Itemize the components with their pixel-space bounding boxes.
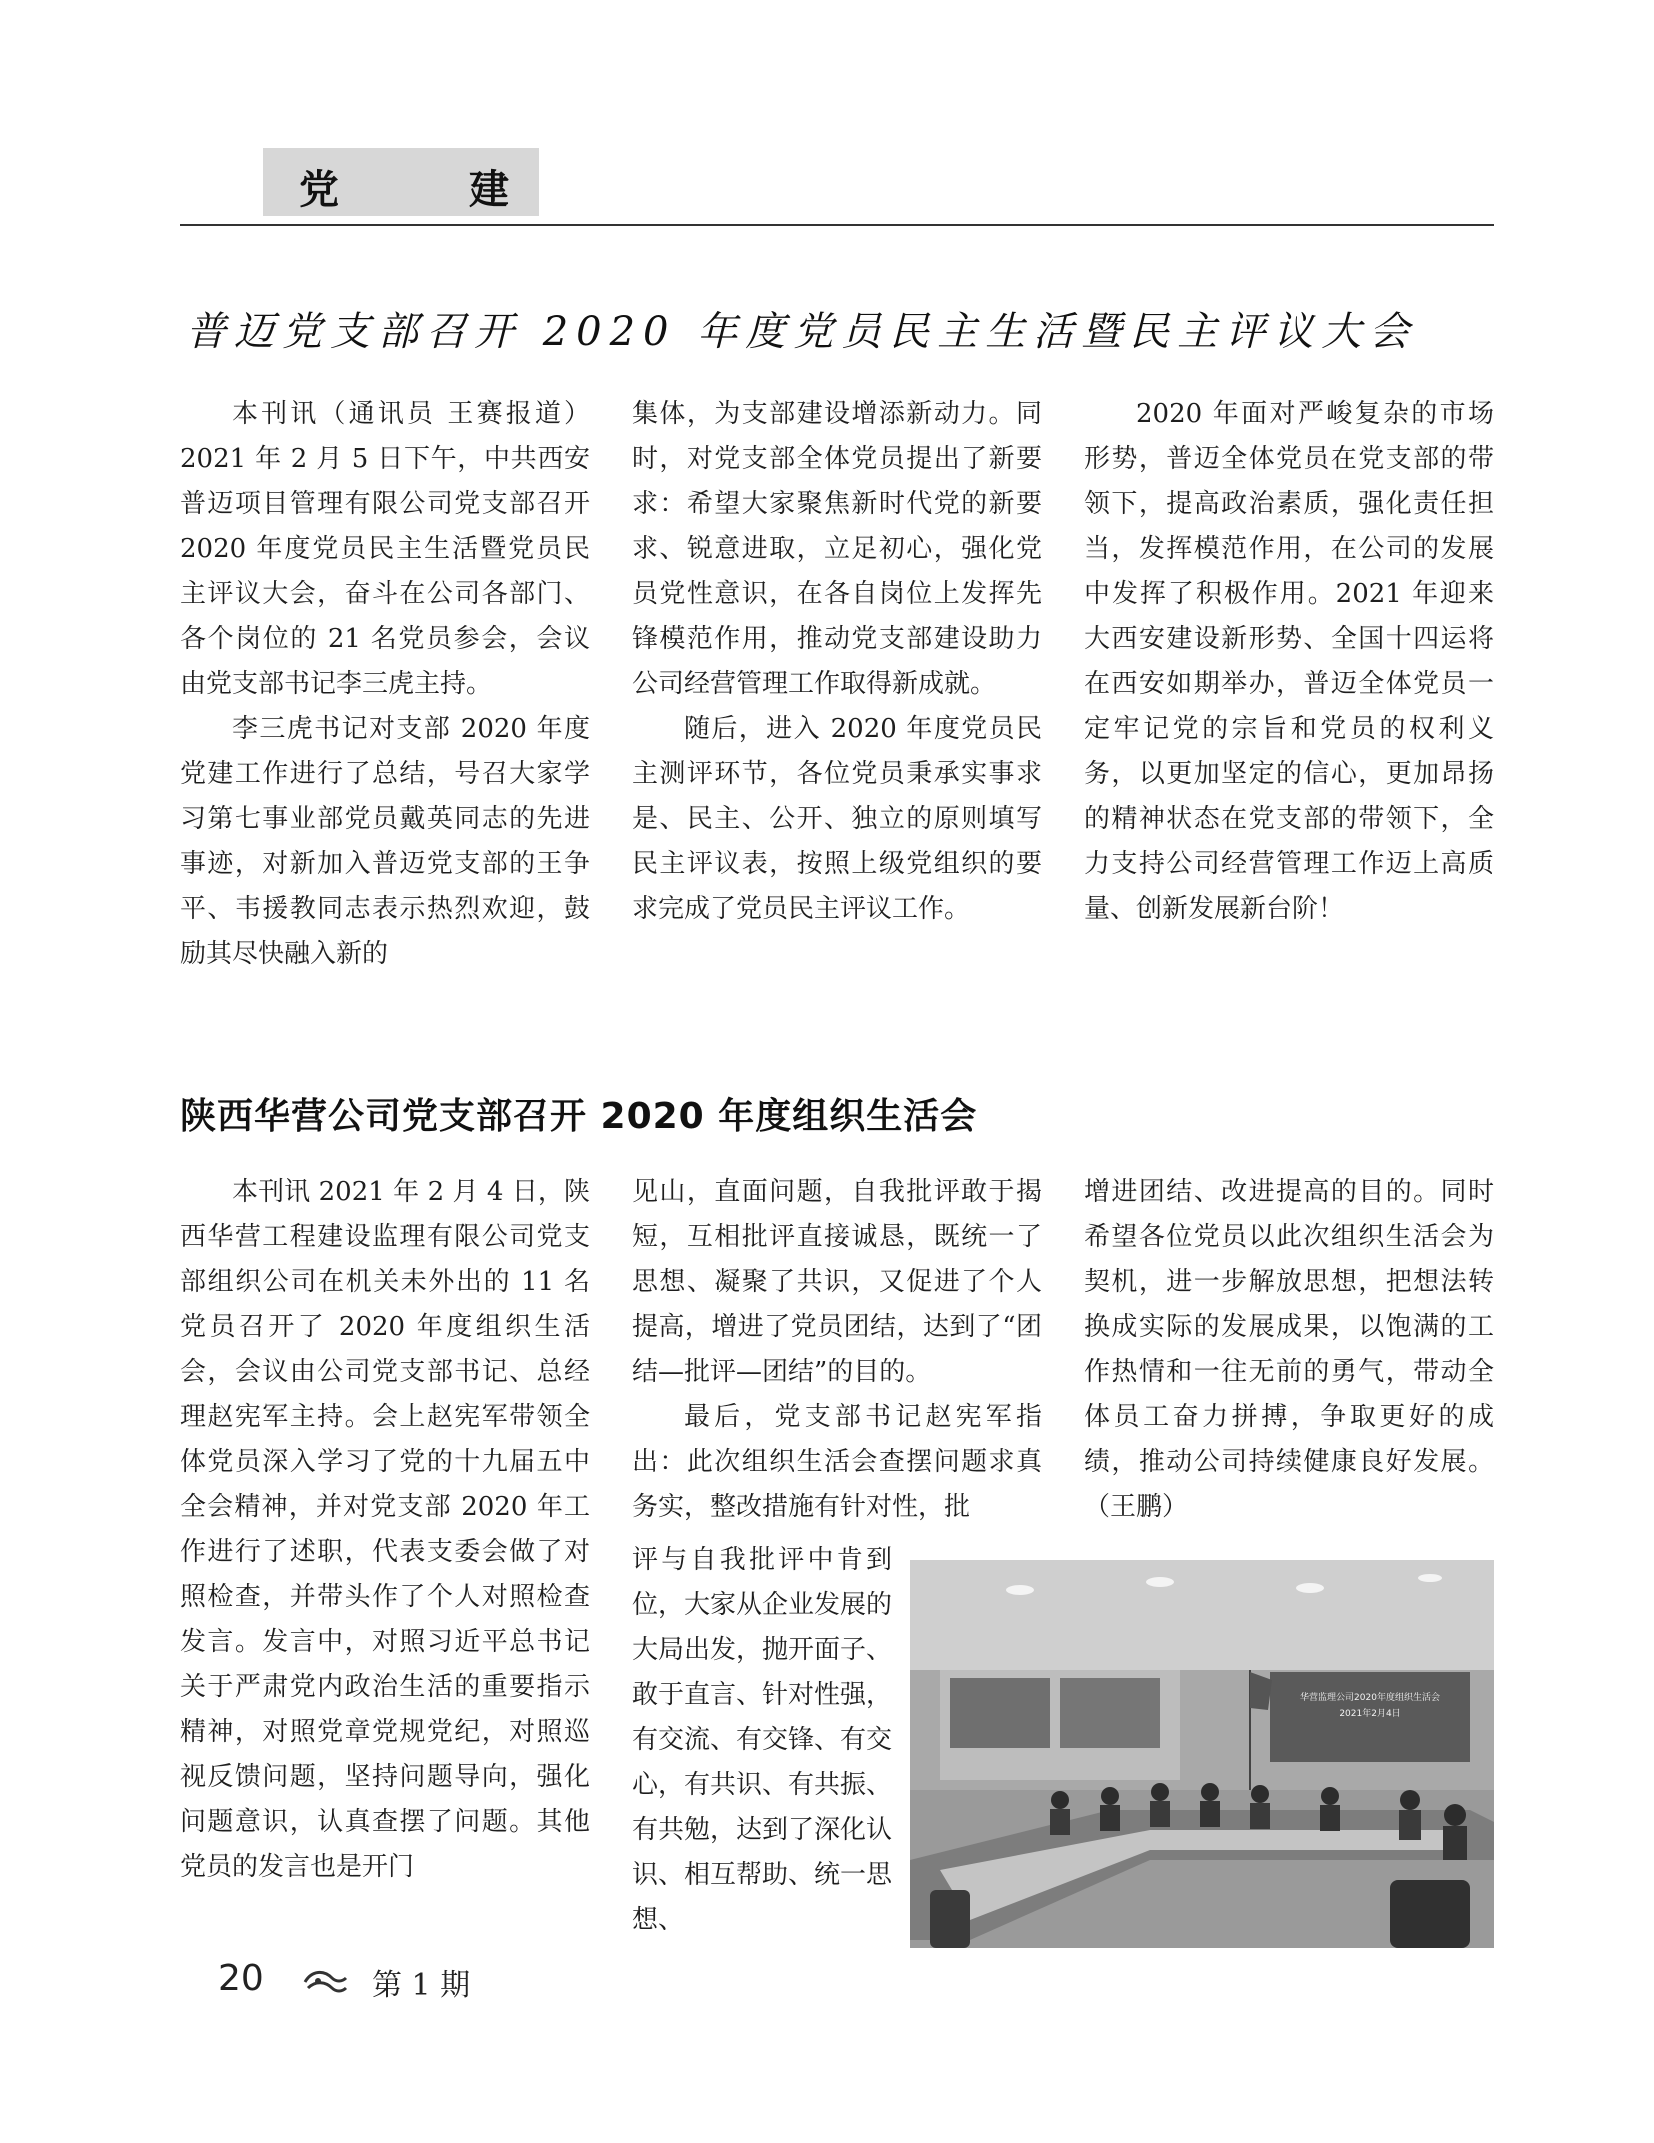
section-tab: [263, 148, 539, 216]
screen-date: 2021年2月4日: [1339, 1709, 1401, 1719]
article-2-paragraph: 本刊讯 2021 年 2 月 4 日，陕西华营工程建设监理有限公司党支部组织公司在机关未外出的 11 名党员召开了 2020 年度组织生活会，会议由公司党支部书记、总经理赵宪军主持。会上赵宪军带领全体党员深入学习了党的十九届五中全会精神，并对党支部 2020 年工作进行了述职，代表支委会做了对照检查，并带头作了个人对照检查发言。发言中，对照习近平总书记关于严肃党内政治生活的重要指示精神，对照党章党规党纪，对照巡视反馈问题，坚持问题导向，强化问题意识，认真查摆了问题。其他党员的发言也是开门: [180, 1177, 590, 1882]
article-2-paragraph: 增进团结、改进提高的目的。同时希望各位党员以此次组织生活会为契机，进一步解放思想，把想法转换成实际的发展成果，以饱满的工作热情和一往无前的勇气，带动全体员工奋力拼搏，争取更好的成绩，推动公司持续健康良好发展。（王鹏）: [1084, 1177, 1494, 1522]
article-1-paragraph: 随后，进入 2020 年度党员民主测评环节，各位党员秉承实事求是、民主、公开、独立的原则填写民主评议表，按照上级党组织的要求完成了党员民主评议工作。: [632, 714, 1042, 924]
issue-label: 第 1 期: [372, 1968, 471, 2003]
article-1-column-3: [1084, 392, 1494, 932]
article-2-paragraph: 评与自我批评中肯到位，大家从企业发展的大局出发，抛开面子、敢于直言、针对性强，有交流、有交锋、有交心，有共识、有共振、有共勉，达到了深化认识、相互帮助、统一思想、: [632, 1545, 893, 1935]
header-divider: [180, 224, 1494, 226]
article-1-title: 普迈党支部召开 2020 年度党员民主生活暨民主评议大会: [186, 309, 1418, 355]
article-2-column-2: [632, 1170, 1042, 1530]
article-2-column-1: [180, 1170, 590, 1890]
article-1-paragraph: 集体，为支部建设增添新动力。同时，对党支部全体党员提出了新要求：希望大家聚焦新时代党的新要求、锐意进取，立足初心，强化党员党性意识，在各自岗位上发挥先锋模范作用，推动党支部建设助力公司经营管理工作取得新成就。: [632, 399, 1042, 699]
article-1-column-1: [180, 392, 590, 977]
section-tab-char-2: 建: [469, 167, 509, 213]
article-1-paragraph: 李三虎书记对支部 2020 年度党建工作进行了总结，号召大家学习第七事业部党员戴英同志的先进事迹，对新加入普迈党支部的王争平、韦援教同志表示热烈欢迎，鼓励其尽快融入新的: [180, 714, 590, 969]
article-1-paragraph: 本刊讯（通讯员 王赛报道）2021 年 2 月 5 日下午，中共西安普迈项目管理有限公司党支部召开 2020 年度党员民主生活暨党员民主评议大会，奋斗在公司各部门、各个岗位的 21 名党员参会，会议由党支部书记李三虎主持。: [180, 399, 590, 699]
article-2-column-3: [1084, 1170, 1494, 1530]
article-2-title: 陕西华营公司党支部召开 2020 年度组织生活会: [180, 1096, 978, 1137]
article-1-column-2: [632, 392, 1042, 932]
meeting-photo: [910, 1560, 1494, 1948]
section-tab-char-1: 党: [299, 167, 339, 213]
article-2-paragraph: 见山，直面问题，自我批评敢于揭短，互相批评直接诚恳，既统一了思想、凝聚了共识，又促进了个人提高，增进了党员团结，达到了“团结—批评—团结”的目的。: [632, 1177, 1042, 1387]
screen-title: 华营监理公司2020年度组织生活会: [1300, 1693, 1440, 1703]
magazine-logo-icon: [302, 1966, 348, 1996]
article-1-paragraph: 2020 年面对严峻复杂的市场形势，普迈全体党员在党支部的带领下，提高政治素质，强化责任担当，发挥模范作用，在公司的发展中发挥了积极作用。2021 年迎来大西安建设新形势、全国十四运将在西安如期举办，普迈全体党员一定牢记党的宗旨和党员的权利义务，以更加坚定的信心，更加昂扬的精神状态在党支部的带领下，全力支持公司经营管理工作迈上高质量、创新发展新台阶！: [1084, 399, 1494, 924]
page-number: 20: [218, 1958, 264, 1999]
meeting-photo-illustration: [910, 1560, 1494, 1948]
article-2-paragraph: 最后，党支部书记赵宪军指出：此次组织生活会查摆问题求真务实，整改措施有针对性，批: [632, 1402, 1042, 1522]
article-2-column-2-narrow: [632, 1538, 892, 1943]
